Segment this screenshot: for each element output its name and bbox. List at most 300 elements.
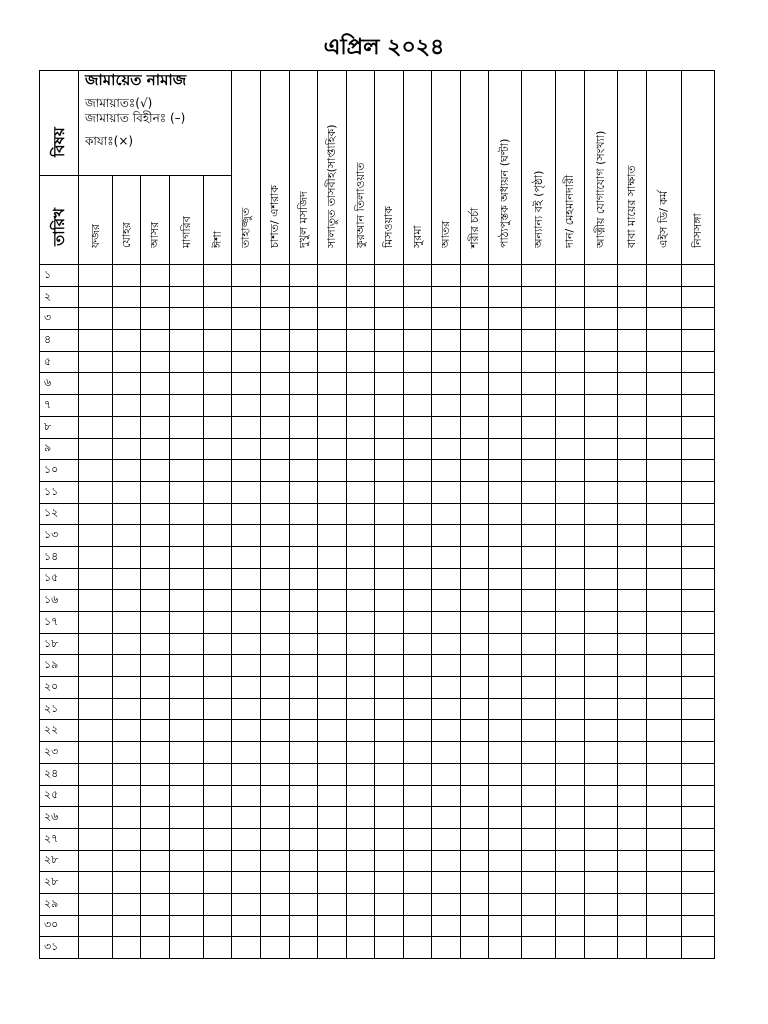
entry-cell[interactable] <box>404 351 432 373</box>
entry-cell[interactable] <box>261 546 290 568</box>
entry-cell[interactable] <box>318 525 347 547</box>
entry-cell[interactable] <box>290 373 318 395</box>
entry-cell[interactable] <box>170 525 204 547</box>
entry-cell[interactable] <box>347 742 375 764</box>
entry-cell[interactable] <box>141 590 170 612</box>
entry-cell[interactable] <box>261 481 290 503</box>
entry-cell[interactable] <box>404 503 432 525</box>
entry-cell[interactable] <box>682 568 715 590</box>
entry-cell[interactable] <box>204 850 232 872</box>
entry-cell[interactable] <box>232 286 261 308</box>
entry-cell[interactable] <box>618 828 647 850</box>
entry-cell[interactable] <box>141 286 170 308</box>
entry-cell[interactable] <box>585 937 618 959</box>
entry-cell[interactable] <box>141 416 170 438</box>
entry-cell[interactable] <box>404 763 432 785</box>
entry-cell[interactable] <box>290 850 318 872</box>
entry-cell[interactable] <box>318 546 347 568</box>
entry-cell[interactable] <box>647 742 682 764</box>
entry-cell[interactable] <box>618 590 647 612</box>
entry-cell[interactable] <box>170 438 204 460</box>
entry-cell[interactable] <box>204 330 232 352</box>
entry-cell[interactable] <box>204 698 232 720</box>
entry-cell[interactable] <box>404 785 432 807</box>
entry-cell[interactable] <box>618 742 647 764</box>
entry-cell[interactable] <box>113 785 141 807</box>
entry-cell[interactable] <box>404 460 432 482</box>
entry-cell[interactable] <box>347 633 375 655</box>
entry-cell[interactable] <box>141 720 170 742</box>
entry-cell[interactable] <box>556 351 585 373</box>
entry-cell[interactable] <box>585 265 618 287</box>
entry-cell[interactable] <box>489 742 522 764</box>
entry-cell[interactable] <box>647 633 682 655</box>
entry-cell[interactable] <box>204 265 232 287</box>
entry-cell[interactable] <box>432 330 461 352</box>
entry-cell[interactable] <box>318 742 347 764</box>
entry-cell[interactable] <box>170 416 204 438</box>
entry-cell[interactable] <box>113 460 141 482</box>
entry-cell[interactable] <box>585 698 618 720</box>
entry-cell[interactable] <box>318 308 347 330</box>
entry-cell[interactable] <box>261 720 290 742</box>
entry-cell[interactable] <box>432 785 461 807</box>
entry-cell[interactable] <box>141 503 170 525</box>
entry-cell[interactable] <box>647 568 682 590</box>
entry-cell[interactable] <box>432 503 461 525</box>
entry-cell[interactable] <box>79 481 113 503</box>
entry-cell[interactable] <box>170 850 204 872</box>
entry-cell[interactable] <box>404 265 432 287</box>
entry-cell[interactable] <box>204 546 232 568</box>
entry-cell[interactable] <box>522 633 556 655</box>
entry-cell[interactable] <box>347 330 375 352</box>
entry-cell[interactable] <box>618 872 647 894</box>
entry-cell[interactable] <box>261 568 290 590</box>
entry-cell[interactable] <box>432 763 461 785</box>
entry-cell[interactable] <box>647 590 682 612</box>
entry-cell[interactable] <box>170 265 204 287</box>
entry-cell[interactable] <box>647 373 682 395</box>
entry-cell[interactable] <box>375 828 404 850</box>
entry-cell[interactable] <box>170 872 204 894</box>
entry-cell[interactable] <box>204 373 232 395</box>
entry-cell[interactable] <box>347 395 375 417</box>
entry-cell[interactable] <box>113 590 141 612</box>
entry-cell[interactable] <box>489 633 522 655</box>
entry-cell[interactable] <box>141 481 170 503</box>
entry-cell[interactable] <box>318 633 347 655</box>
entry-cell[interactable] <box>79 438 113 460</box>
entry-cell[interactable] <box>489 351 522 373</box>
entry-cell[interactable] <box>318 373 347 395</box>
entry-cell[interactable] <box>170 286 204 308</box>
entry-cell[interactable] <box>261 915 290 937</box>
entry-cell[interactable] <box>432 655 461 677</box>
entry-cell[interactable] <box>522 612 556 634</box>
entry-cell[interactable] <box>204 763 232 785</box>
entry-cell[interactable] <box>79 655 113 677</box>
entry-cell[interactable] <box>318 872 347 894</box>
entry-cell[interactable] <box>318 395 347 417</box>
entry-cell[interactable] <box>261 503 290 525</box>
entry-cell[interactable] <box>461 742 489 764</box>
entry-cell[interactable] <box>432 590 461 612</box>
entry-cell[interactable] <box>261 590 290 612</box>
entry-cell[interactable] <box>261 265 290 287</box>
entry-cell[interactable] <box>489 872 522 894</box>
entry-cell[interactable] <box>404 438 432 460</box>
entry-cell[interactable] <box>375 633 404 655</box>
entry-cell[interactable] <box>347 590 375 612</box>
entry-cell[interactable] <box>113 612 141 634</box>
entry-cell[interactable] <box>232 763 261 785</box>
entry-cell[interactable] <box>318 915 347 937</box>
entry-cell[interactable] <box>682 503 715 525</box>
entry-cell[interactable] <box>432 720 461 742</box>
entry-cell[interactable] <box>404 937 432 959</box>
entry-cell[interactable] <box>375 937 404 959</box>
entry-cell[interactable] <box>290 286 318 308</box>
entry-cell[interactable] <box>79 785 113 807</box>
entry-cell[interactable] <box>113 937 141 959</box>
entry-cell[interactable] <box>375 872 404 894</box>
entry-cell[interactable] <box>261 785 290 807</box>
entry-cell[interactable] <box>204 655 232 677</box>
entry-cell[interactable] <box>647 460 682 482</box>
entry-cell[interactable] <box>585 915 618 937</box>
entry-cell[interactable] <box>647 677 682 699</box>
entry-cell[interactable] <box>682 373 715 395</box>
entry-cell[interactable] <box>261 893 290 915</box>
entry-cell[interactable] <box>113 286 141 308</box>
entry-cell[interactable] <box>522 416 556 438</box>
entry-cell[interactable] <box>232 395 261 417</box>
entry-cell[interactable] <box>556 481 585 503</box>
entry-cell[interactable] <box>489 546 522 568</box>
entry-cell[interactable] <box>585 308 618 330</box>
entry-cell[interactable] <box>347 503 375 525</box>
entry-cell[interactable] <box>404 612 432 634</box>
entry-cell[interactable] <box>204 438 232 460</box>
entry-cell[interactable] <box>113 763 141 785</box>
entry-cell[interactable] <box>204 893 232 915</box>
entry-cell[interactable] <box>404 720 432 742</box>
entry-cell[interactable] <box>618 481 647 503</box>
entry-cell[interactable] <box>404 850 432 872</box>
entry-cell[interactable] <box>232 438 261 460</box>
entry-cell[interactable] <box>290 438 318 460</box>
entry-cell[interactable] <box>290 330 318 352</box>
entry-cell[interactable] <box>204 915 232 937</box>
entry-cell[interactable] <box>232 590 261 612</box>
entry-cell[interactable] <box>489 590 522 612</box>
entry-cell[interactable] <box>556 633 585 655</box>
entry-cell[interactable] <box>79 872 113 894</box>
entry-cell[interactable] <box>232 698 261 720</box>
entry-cell[interactable] <box>647 416 682 438</box>
entry-cell[interactable] <box>232 525 261 547</box>
entry-cell[interactable] <box>682 742 715 764</box>
entry-cell[interactable] <box>375 742 404 764</box>
entry-cell[interactable] <box>170 677 204 699</box>
entry-cell[interactable] <box>375 416 404 438</box>
entry-cell[interactable] <box>347 373 375 395</box>
entry-cell[interactable] <box>618 915 647 937</box>
entry-cell[interactable] <box>318 937 347 959</box>
entry-cell[interactable] <box>204 828 232 850</box>
entry-cell[interactable] <box>232 937 261 959</box>
entry-cell[interactable] <box>79 828 113 850</box>
entry-cell[interactable] <box>682 807 715 829</box>
entry-cell[interactable] <box>170 698 204 720</box>
entry-cell[interactable] <box>489 525 522 547</box>
entry-cell[interactable] <box>79 503 113 525</box>
entry-cell[interactable] <box>232 915 261 937</box>
entry-cell[interactable] <box>647 546 682 568</box>
entry-cell[interactable] <box>522 503 556 525</box>
entry-cell[interactable] <box>489 503 522 525</box>
entry-cell[interactable] <box>204 612 232 634</box>
entry-cell[interactable] <box>347 872 375 894</box>
entry-cell[interactable] <box>618 937 647 959</box>
entry-cell[interactable] <box>404 546 432 568</box>
entry-cell[interactable] <box>556 546 585 568</box>
entry-cell[interactable] <box>618 807 647 829</box>
entry-cell[interactable] <box>682 655 715 677</box>
entry-cell[interactable] <box>79 590 113 612</box>
entry-cell[interactable] <box>232 655 261 677</box>
entry-cell[interactable] <box>461 655 489 677</box>
entry-cell[interactable] <box>489 785 522 807</box>
entry-cell[interactable] <box>347 785 375 807</box>
entry-cell[interactable] <box>113 330 141 352</box>
entry-cell[interactable] <box>318 893 347 915</box>
entry-cell[interactable] <box>585 677 618 699</box>
entry-cell[interactable] <box>489 850 522 872</box>
entry-cell[interactable] <box>618 785 647 807</box>
entry-cell[interactable] <box>261 763 290 785</box>
entry-cell[interactable] <box>113 395 141 417</box>
entry-cell[interactable] <box>204 525 232 547</box>
entry-cell[interactable] <box>375 373 404 395</box>
entry-cell[interactable] <box>461 308 489 330</box>
entry-cell[interactable] <box>618 763 647 785</box>
entry-cell[interactable] <box>682 416 715 438</box>
entry-cell[interactable] <box>375 286 404 308</box>
entry-cell[interactable] <box>141 872 170 894</box>
entry-cell[interactable] <box>647 351 682 373</box>
entry-cell[interactable] <box>375 525 404 547</box>
entry-cell[interactable] <box>682 286 715 308</box>
entry-cell[interactable] <box>318 438 347 460</box>
entry-cell[interactable] <box>261 937 290 959</box>
entry-cell[interactable] <box>318 807 347 829</box>
entry-cell[interactable] <box>347 828 375 850</box>
entry-cell[interactable] <box>461 633 489 655</box>
entry-cell[interactable] <box>261 612 290 634</box>
entry-cell[interactable] <box>113 546 141 568</box>
entry-cell[interactable] <box>432 807 461 829</box>
entry-cell[interactable] <box>556 395 585 417</box>
entry-cell[interactable] <box>489 937 522 959</box>
entry-cell[interactable] <box>204 720 232 742</box>
entry-cell[interactable] <box>647 698 682 720</box>
entry-cell[interactable] <box>461 698 489 720</box>
entry-cell[interactable] <box>432 872 461 894</box>
entry-cell[interactable] <box>432 568 461 590</box>
entry-cell[interactable] <box>618 698 647 720</box>
entry-cell[interactable] <box>522 655 556 677</box>
entry-cell[interactable] <box>290 828 318 850</box>
entry-cell[interactable] <box>556 828 585 850</box>
entry-cell[interactable] <box>113 655 141 677</box>
entry-cell[interactable] <box>585 416 618 438</box>
entry-cell[interactable] <box>232 481 261 503</box>
entry-cell[interactable] <box>522 568 556 590</box>
entry-cell[interactable] <box>261 872 290 894</box>
entry-cell[interactable] <box>585 395 618 417</box>
entry-cell[interactable] <box>261 286 290 308</box>
entry-cell[interactable] <box>318 416 347 438</box>
entry-cell[interactable] <box>232 612 261 634</box>
entry-cell[interactable] <box>170 720 204 742</box>
entry-cell[interactable] <box>261 351 290 373</box>
entry-cell[interactable] <box>347 937 375 959</box>
entry-cell[interactable] <box>204 677 232 699</box>
entry-cell[interactable] <box>170 395 204 417</box>
entry-cell[interactable] <box>432 742 461 764</box>
entry-cell[interactable] <box>682 828 715 850</box>
entry-cell[interactable] <box>522 785 556 807</box>
entry-cell[interactable] <box>489 893 522 915</box>
entry-cell[interactable] <box>375 351 404 373</box>
entry-cell[interactable] <box>461 915 489 937</box>
entry-cell[interactable] <box>461 677 489 699</box>
entry-cell[interactable] <box>375 698 404 720</box>
entry-cell[interactable] <box>318 720 347 742</box>
entry-cell[interactable] <box>141 742 170 764</box>
entry-cell[interactable] <box>141 677 170 699</box>
entry-cell[interactable] <box>318 590 347 612</box>
entry-cell[interactable] <box>432 633 461 655</box>
entry-cell[interactable] <box>79 763 113 785</box>
entry-cell[interactable] <box>647 872 682 894</box>
entry-cell[interactable] <box>290 872 318 894</box>
entry-cell[interactable] <box>647 503 682 525</box>
entry-cell[interactable] <box>522 546 556 568</box>
entry-cell[interactable] <box>682 590 715 612</box>
entry-cell[interactable] <box>79 720 113 742</box>
entry-cell[interactable] <box>232 633 261 655</box>
entry-cell[interactable] <box>141 525 170 547</box>
entry-cell[interactable] <box>682 698 715 720</box>
entry-cell[interactable] <box>647 395 682 417</box>
entry-cell[interactable] <box>404 481 432 503</box>
entry-cell[interactable] <box>556 525 585 547</box>
entry-cell[interactable] <box>290 655 318 677</box>
entry-cell[interactable] <box>141 612 170 634</box>
entry-cell[interactable] <box>682 785 715 807</box>
entry-cell[interactable] <box>170 460 204 482</box>
entry-cell[interactable] <box>204 633 232 655</box>
entry-cell[interactable] <box>404 807 432 829</box>
entry-cell[interactable] <box>79 351 113 373</box>
entry-cell[interactable] <box>404 568 432 590</box>
entry-cell[interactable] <box>489 460 522 482</box>
entry-cell[interactable] <box>113 438 141 460</box>
entry-cell[interactable] <box>79 460 113 482</box>
entry-cell[interactable] <box>404 330 432 352</box>
entry-cell[interactable] <box>79 286 113 308</box>
entry-cell[interactable] <box>489 677 522 699</box>
entry-cell[interactable] <box>522 395 556 417</box>
entry-cell[interactable] <box>618 416 647 438</box>
entry-cell[interactable] <box>170 785 204 807</box>
entry-cell[interactable] <box>432 373 461 395</box>
entry-cell[interactable] <box>261 438 290 460</box>
entry-cell[interactable] <box>682 677 715 699</box>
entry-cell[interactable] <box>318 265 347 287</box>
entry-cell[interactable] <box>261 395 290 417</box>
entry-cell[interactable] <box>375 655 404 677</box>
entry-cell[interactable] <box>432 416 461 438</box>
entry-cell[interactable] <box>489 481 522 503</box>
entry-cell[interactable] <box>232 503 261 525</box>
entry-cell[interactable] <box>682 850 715 872</box>
entry-cell[interactable] <box>347 308 375 330</box>
entry-cell[interactable] <box>432 525 461 547</box>
entry-cell[interactable] <box>79 395 113 417</box>
entry-cell[interactable] <box>461 720 489 742</box>
entry-cell[interactable] <box>522 742 556 764</box>
entry-cell[interactable] <box>261 330 290 352</box>
entry-cell[interactable] <box>556 785 585 807</box>
entry-cell[interactable] <box>113 677 141 699</box>
entry-cell[interactable] <box>461 763 489 785</box>
entry-cell[interactable] <box>232 785 261 807</box>
entry-cell[interactable] <box>489 265 522 287</box>
entry-cell[interactable] <box>113 698 141 720</box>
entry-cell[interactable] <box>347 893 375 915</box>
entry-cell[interactable] <box>461 286 489 308</box>
entry-cell[interactable] <box>618 351 647 373</box>
entry-cell[interactable] <box>113 828 141 850</box>
entry-cell[interactable] <box>79 265 113 287</box>
entry-cell[interactable] <box>347 438 375 460</box>
entry-cell[interactable] <box>79 807 113 829</box>
entry-cell[interactable] <box>556 698 585 720</box>
entry-cell[interactable] <box>522 481 556 503</box>
entry-cell[interactable] <box>375 915 404 937</box>
entry-cell[interactable] <box>290 503 318 525</box>
entry-cell[interactable] <box>375 438 404 460</box>
entry-cell[interactable] <box>204 395 232 417</box>
entry-cell[interactable] <box>318 828 347 850</box>
entry-cell[interactable] <box>141 546 170 568</box>
entry-cell[interactable] <box>204 785 232 807</box>
entry-cell[interactable] <box>522 351 556 373</box>
entry-cell[interactable] <box>461 503 489 525</box>
entry-cell[interactable] <box>556 807 585 829</box>
entry-cell[interactable] <box>618 568 647 590</box>
entry-cell[interactable] <box>79 698 113 720</box>
entry-cell[interactable] <box>432 828 461 850</box>
entry-cell[interactable] <box>585 373 618 395</box>
entry-cell[interactable] <box>113 503 141 525</box>
entry-cell[interactable] <box>647 265 682 287</box>
entry-cell[interactable] <box>290 416 318 438</box>
